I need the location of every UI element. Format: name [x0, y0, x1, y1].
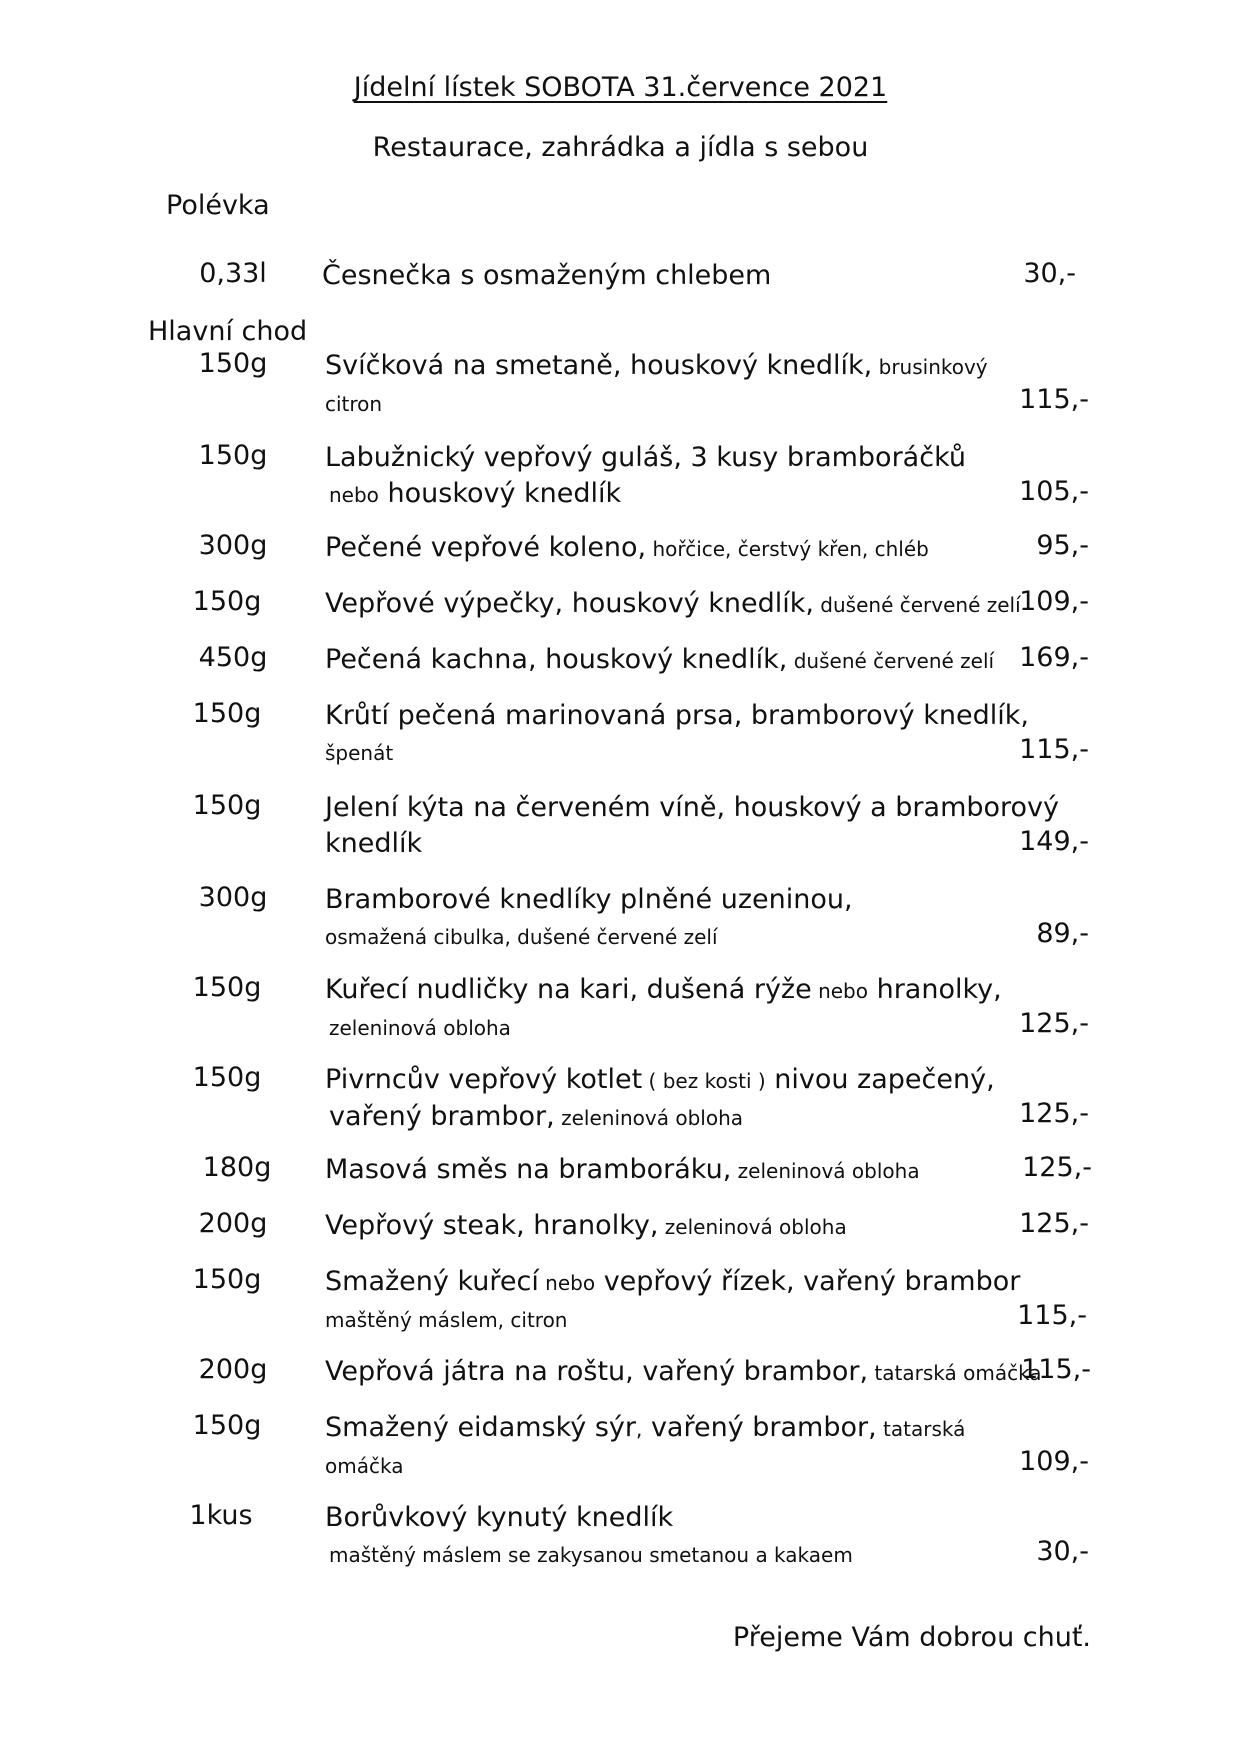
item-price: 105,-: [1019, 476, 1089, 507]
item-price: 169,-: [1019, 642, 1089, 673]
item-description: [325, 882, 1045, 955]
item-name-cont: vařený brambor,: [642, 1412, 877, 1443]
item-description: [322, 258, 1042, 294]
item-quantity: 180g: [202, 1152, 272, 1183]
item-side-line2: citron: [325, 392, 383, 416]
item-description: [325, 1264, 1125, 1338]
item-description: [325, 1410, 1125, 1484]
item-description: [325, 440, 1045, 513]
item-side-line2: zeleninová obloha: [554, 1106, 744, 1130]
item-price: 109,-: [1019, 1446, 1089, 1477]
item-quantity: 150g: [192, 1410, 262, 1441]
item-side: tatarská omáčka: [868, 1361, 1042, 1385]
item-name-line2: houskový knedlík: [378, 478, 622, 509]
item-name: Česnečka s osmaženým chlebem: [322, 260, 772, 291]
item-name-line2: vařený brambor,: [329, 1101, 555, 1132]
item-connector: nebo: [811, 979, 868, 1003]
item-name: Smažený kuřecí: [325, 1266, 539, 1297]
item-side: tatarská: [876, 1417, 966, 1441]
item-price: 95,-: [1036, 530, 1089, 561]
item-description: [325, 1208, 1125, 1245]
item-name: Krůtí pečená marinovaná prsa, bramborový knedlík,: [325, 700, 1029, 731]
item-price: 125,-: [1019, 1008, 1089, 1039]
item-side-line2: omáčka: [325, 1454, 404, 1478]
item-quantity: 150g: [192, 1264, 262, 1295]
item-price: 89,-: [1036, 918, 1089, 949]
item-quantity: 150g: [192, 790, 262, 821]
item-description: [325, 698, 1125, 771]
item-description: [325, 642, 1125, 679]
item-description: [325, 530, 1045, 567]
item-description: [325, 972, 1125, 1046]
item-quantity: 300g: [198, 530, 268, 561]
item-name: Vepřové výpečky, houskový knedlík,: [325, 588, 814, 619]
item-quantity: 150g: [192, 972, 262, 1003]
item-name: Smažený eidamský sýr: [325, 1412, 636, 1443]
item-price: 115,-: [1019, 384, 1089, 415]
item-quantity: 150g: [198, 348, 268, 379]
item-quantity: 0,33l: [199, 258, 267, 289]
item-side-line2: špenát: [325, 741, 394, 765]
item-side: brusinkový: [872, 355, 988, 379]
item-name: Jelení kýta na červeném víně, houskový a bramborový: [325, 792, 1060, 823]
item-price: 115,-: [1017, 1300, 1087, 1331]
item-side: hořčice, čerstvý křen, chléb: [646, 537, 929, 561]
item-name-cont: hranolky,: [868, 974, 1002, 1005]
item-name: Borůvkový kynutý knedlík: [325, 1502, 674, 1533]
closing-greeting: Přejeme Vám dobrou chuť.: [732, 1622, 1091, 1653]
item-description: [325, 1500, 1045, 1573]
item-name-line2: knedlík: [325, 828, 423, 859]
item-side-line2: maštěný máslem, citron: [325, 1308, 568, 1332]
item-name: Vepřový steak, hranolky,: [325, 1210, 659, 1241]
item-connector: nebo: [329, 483, 379, 507]
item-side: dušené červené zelí: [787, 649, 995, 673]
item-name: Pečené vepřové koleno,: [325, 532, 647, 563]
item-side: zeleninová obloha: [731, 1159, 920, 1183]
item-description: [325, 1152, 1125, 1189]
item-quantity: 300g: [198, 882, 268, 913]
item-price: 125,-: [1019, 1098, 1089, 1129]
item-punct: ,: [636, 1417, 643, 1441]
item-name-cont: nivou zapečený,: [765, 1064, 995, 1095]
page-title: Jídelní lístek SOBOTA 31.července 2021: [353, 72, 888, 103]
item-price: 115,-: [1021, 1354, 1091, 1385]
item-price: 125,-: [1022, 1152, 1092, 1183]
item-description: [325, 586, 1125, 623]
item-side-line2: zeleninová obloha: [329, 1016, 511, 1040]
item-side-line2: maštěný máslem se zakysanou smetanou a kakaem: [329, 1543, 853, 1567]
item-quantity: 200g: [198, 1354, 268, 1385]
item-description: [325, 1062, 1125, 1136]
item-quantity: 200g: [198, 1208, 268, 1239]
item-price: 109,-: [1019, 586, 1089, 617]
item-connector: nebo: [538, 1271, 596, 1295]
section-soup-heading: Polévka: [166, 190, 270, 221]
item-description: [325, 348, 1045, 422]
item-quantity: 150g: [192, 586, 262, 617]
item-price: 30,-: [1036, 1536, 1089, 1567]
item-quantity: 150g: [192, 1062, 262, 1093]
item-side: dušené červené zelí: [813, 593, 1021, 617]
item-name: Pečená kachna, houskový knedlík,: [325, 644, 788, 675]
item-quantity: 150g: [198, 440, 268, 471]
item-side-line2: osmažená cibulka, dušené červené zelí: [325, 925, 718, 949]
item-price: 30,-: [1023, 258, 1076, 289]
item-name: Masová směs na bramboráku,: [325, 1154, 732, 1185]
item-name: Pivrncův vepřový kotlet: [325, 1064, 643, 1095]
section-main-heading: Hlavní chod: [148, 316, 308, 347]
item-name-cont: vepřový řízek, vařený brambor: [595, 1266, 1021, 1297]
item-price: 149,-: [1019, 826, 1089, 857]
item-name: Vepřová játra na roštu, vařený brambor,: [325, 1356, 869, 1387]
item-side: zeleninová obloha: [658, 1215, 847, 1239]
item-name: Svíčková na smetaně, houskový knedlík,: [325, 350, 873, 381]
item-quantity: 1kus: [189, 1500, 253, 1531]
page-subtitle: Restaurace, zahrádka a jídla s sebou: [372, 132, 869, 163]
item-price: 125,-: [1019, 1208, 1089, 1239]
item-quantity: 150g: [192, 698, 262, 729]
item-quantity: 450g: [198, 642, 268, 673]
item-note: ( bez kosti ): [642, 1069, 766, 1093]
item-name: Kuřecí nudličky na kari, dušená rýže: [325, 974, 812, 1005]
item-name: Bramborové knedlíky plněné uzeninou,: [325, 884, 853, 915]
item-price: 115,-: [1019, 734, 1089, 765]
item-description: [325, 790, 1125, 862]
item-name: Labužnický vepřový guláš, 3 kusy bramboráčků: [325, 442, 966, 473]
